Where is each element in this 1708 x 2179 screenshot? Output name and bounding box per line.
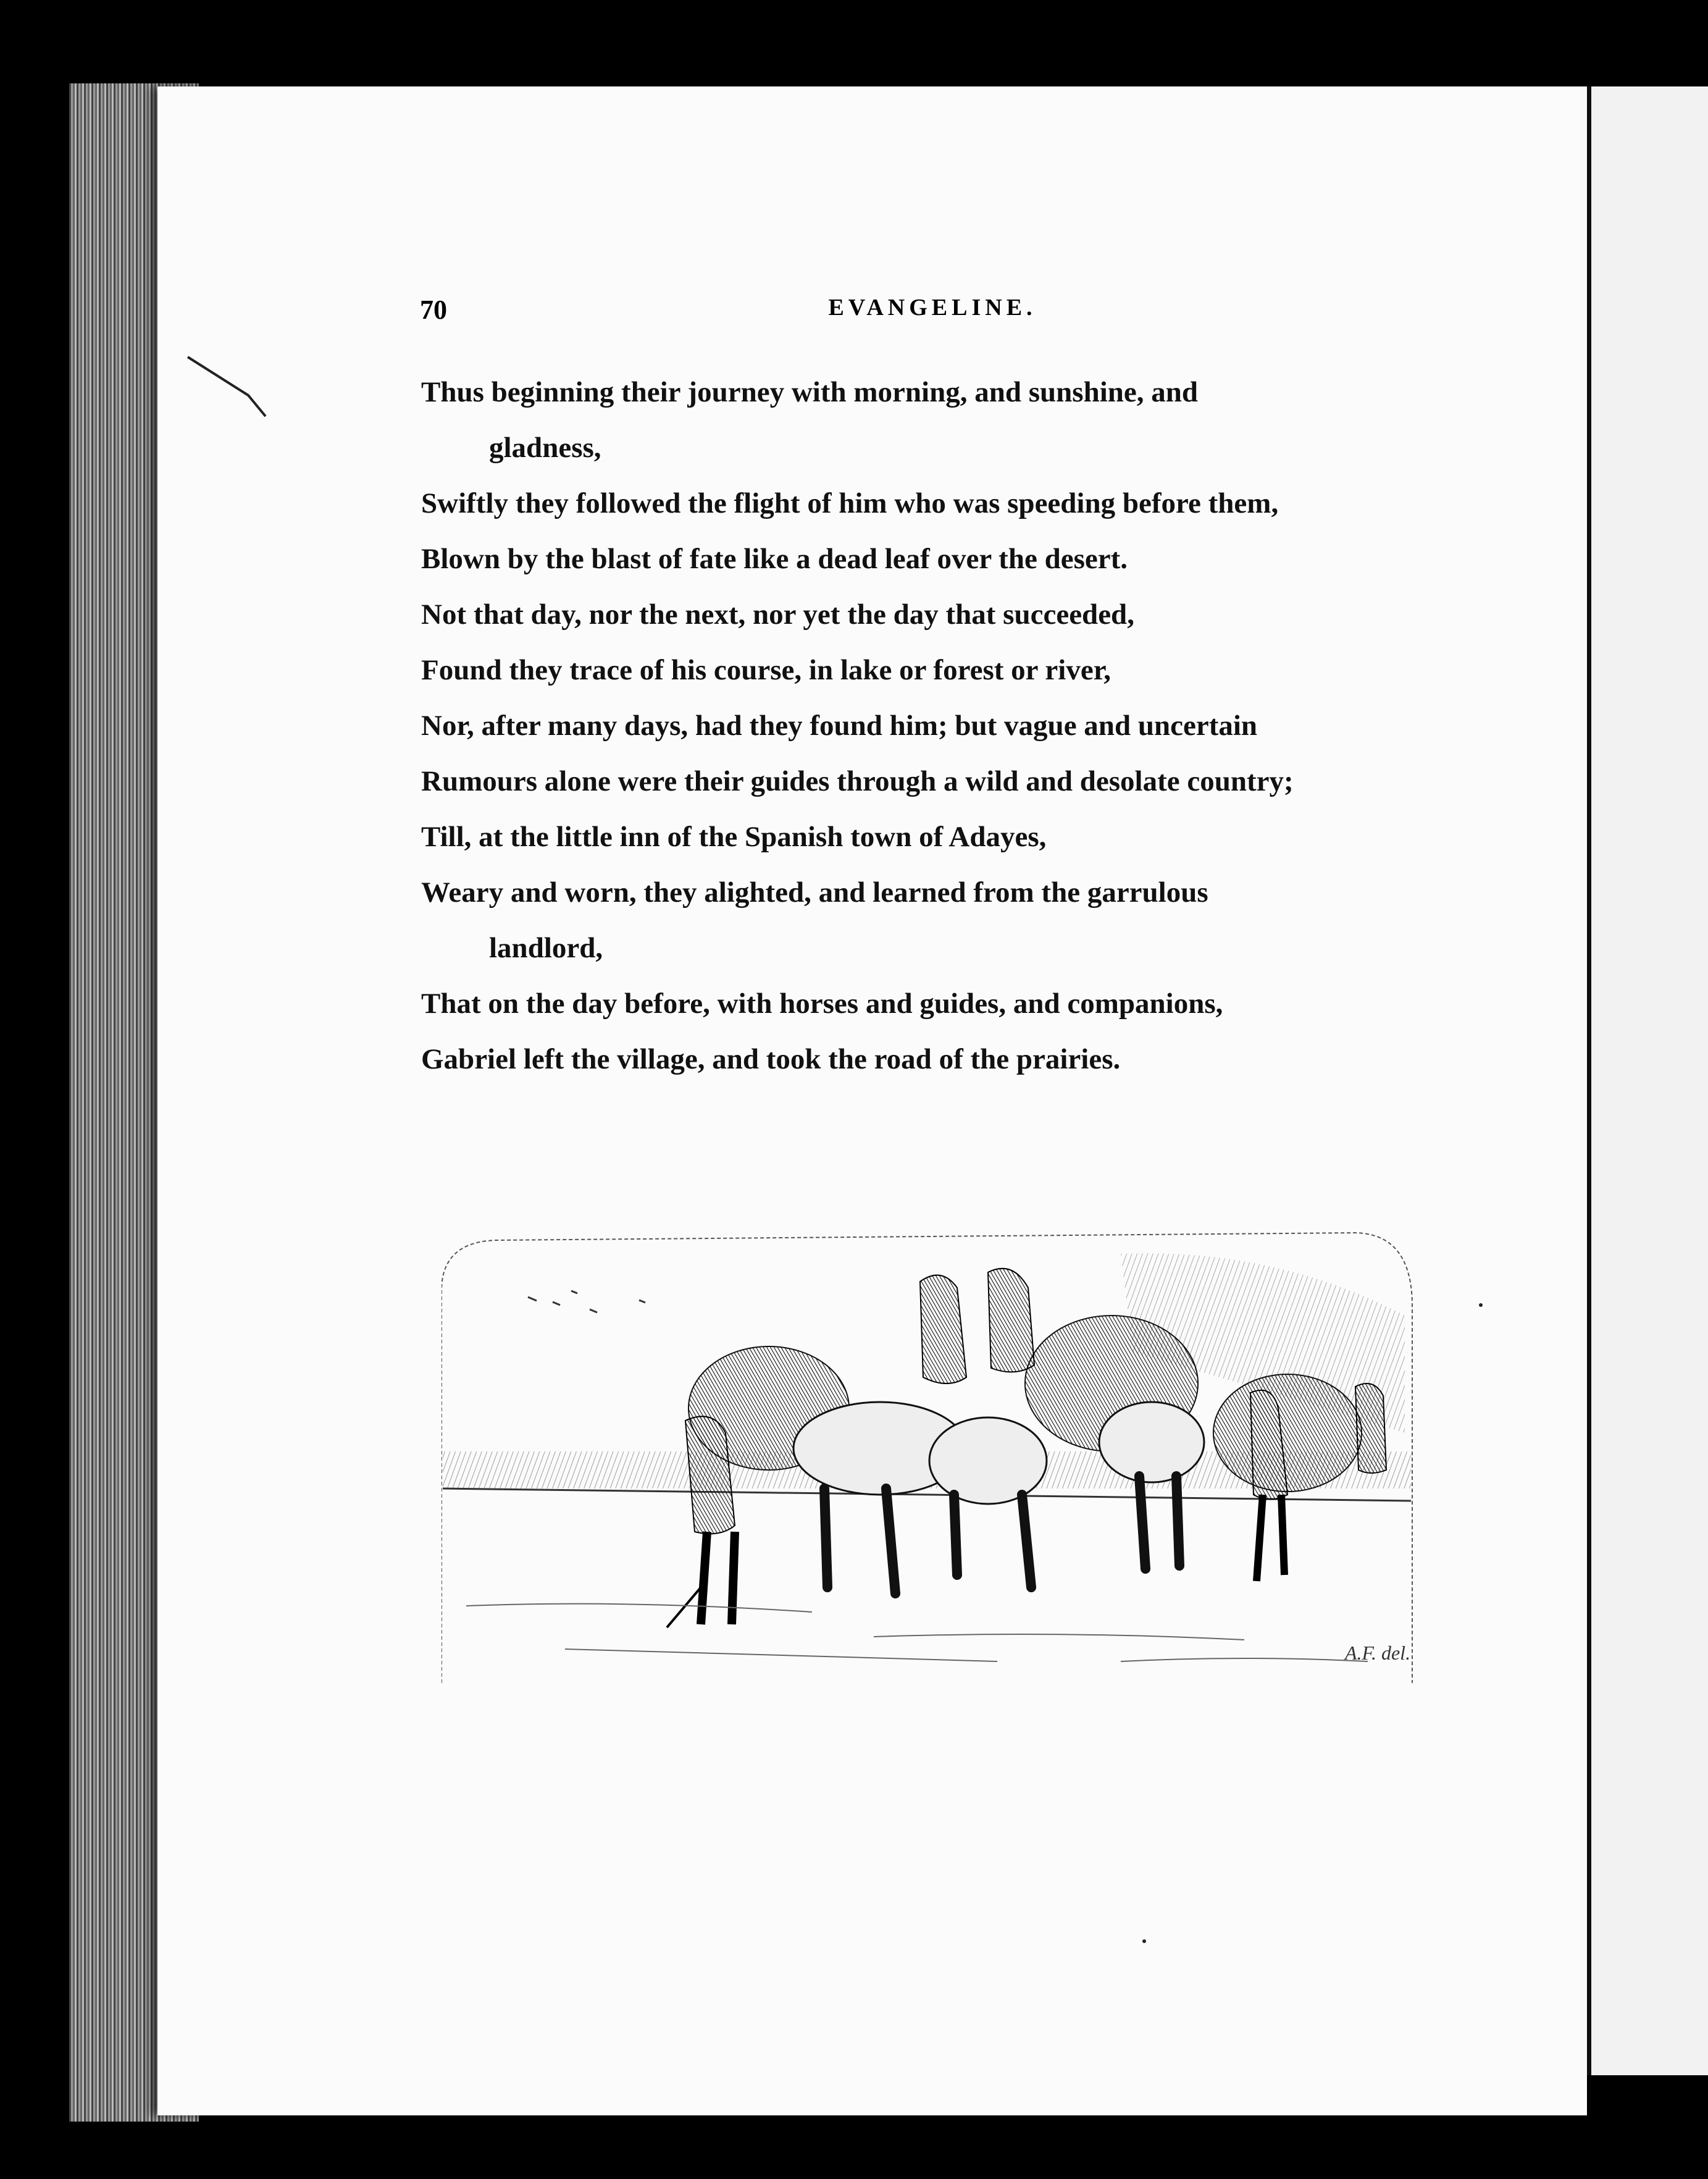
running-title: EVANGELINE. xyxy=(828,295,1037,321)
engraving-illustration xyxy=(442,1229,1414,1683)
speck xyxy=(1142,1939,1146,1943)
page-number: 70 xyxy=(420,295,447,325)
poem-line: Weary and worn, they alighted, and learned from the garrulous xyxy=(421,876,1208,909)
engraver-signature: A.F. del. xyxy=(1345,1642,1411,1664)
poem-line: Thus beginning their journey with morning, and sunshine, and xyxy=(421,376,1199,408)
poem-line: That on the day before, with horses and guides, and companions, xyxy=(421,988,1223,1020)
poem-line: Not that day, nor the next, nor yet the day that succeeded, xyxy=(421,598,1134,631)
poem-line: Blown by the blast of fate like a dead leaf over the desert. xyxy=(421,543,1128,575)
poem-line: Till, at the little inn of the Spanish town of Adayes, xyxy=(421,821,1047,853)
poem-line: Rumours alone were their guides through a wild and desolate country; xyxy=(421,765,1294,797)
facing-page-edge xyxy=(1572,86,1708,2075)
page-header xyxy=(420,294,1445,337)
poem-line: landlord, xyxy=(489,932,603,964)
poem-line: Gabriel left the village, and took the road of the prairies. xyxy=(421,1043,1121,1075)
speck xyxy=(1479,1303,1483,1307)
poem-line: Swiftly they followed the flight of him who was speeding before them, xyxy=(421,487,1279,519)
poem-text xyxy=(421,364,1409,1087)
poem-line: Nor, after many days, had they found him; but vague and uncertain xyxy=(421,710,1258,742)
poem-line: gladness, xyxy=(489,432,601,464)
margin-pencil-mark xyxy=(186,352,273,420)
poem-line: Found they trace of his course, in lake or forest or river, xyxy=(421,654,1111,686)
